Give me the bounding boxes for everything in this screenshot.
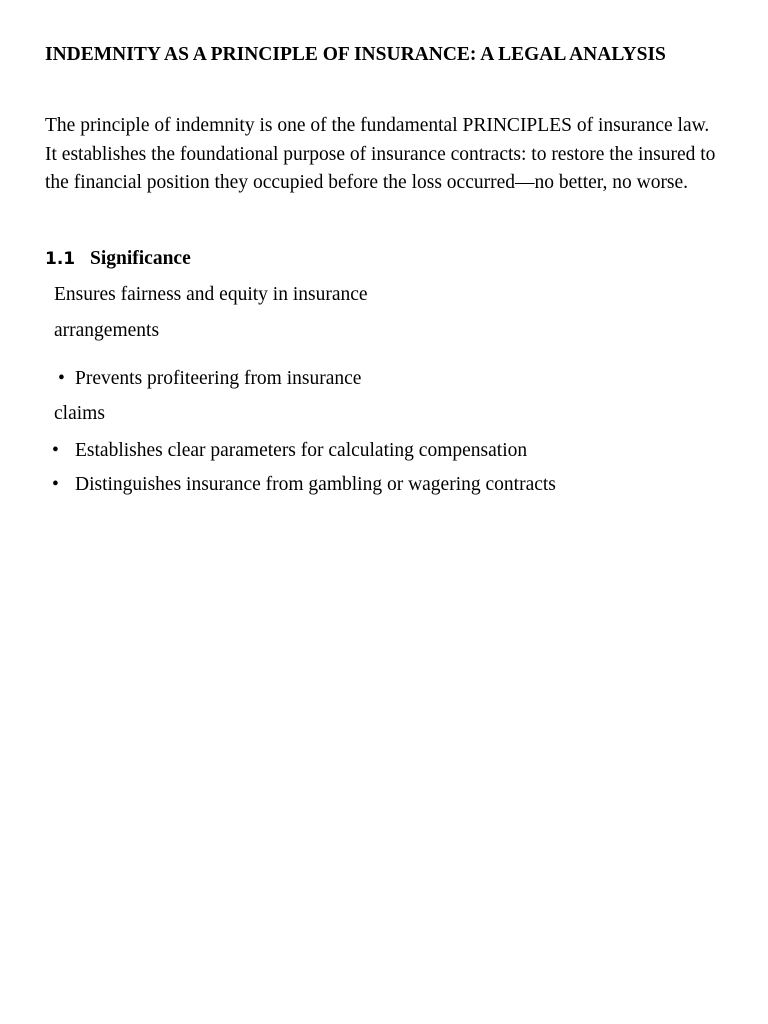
significance-line: arrangements (54, 320, 160, 341)
document-title: INDEMNITY AS A PRINCIPLE OF INSURANCE: A LEGAL ANALYSIS (45, 44, 666, 65)
bullet-icon: • (52, 474, 59, 495)
intro-paragraph: The principle of indemnity is one of the fundamental PRINCIPLES of insurance law. It establishes the foundational purpose of insurance contracts: to restore the insured to the financial position they occupied before the loss occurred—no better, no worse. (45, 115, 716, 194)
bullet-text: Distinguishes insurance from gambling or wagering contracts (75, 474, 556, 495)
bullet-text: Prevents profiteering from insurance (75, 368, 362, 389)
section-title: Significance (90, 248, 191, 269)
bullet-continuation: claims (54, 403, 105, 424)
section-number: 1.1 (45, 249, 76, 269)
significance-line: Ensures fairness and equity in insurance (54, 284, 368, 305)
bullet-text: Establishes clear parameters for calculating compensation (75, 440, 528, 461)
bullet-icon: • (58, 368, 65, 389)
bullet-icon: • (52, 440, 59, 461)
section-heading (45, 247, 191, 271)
